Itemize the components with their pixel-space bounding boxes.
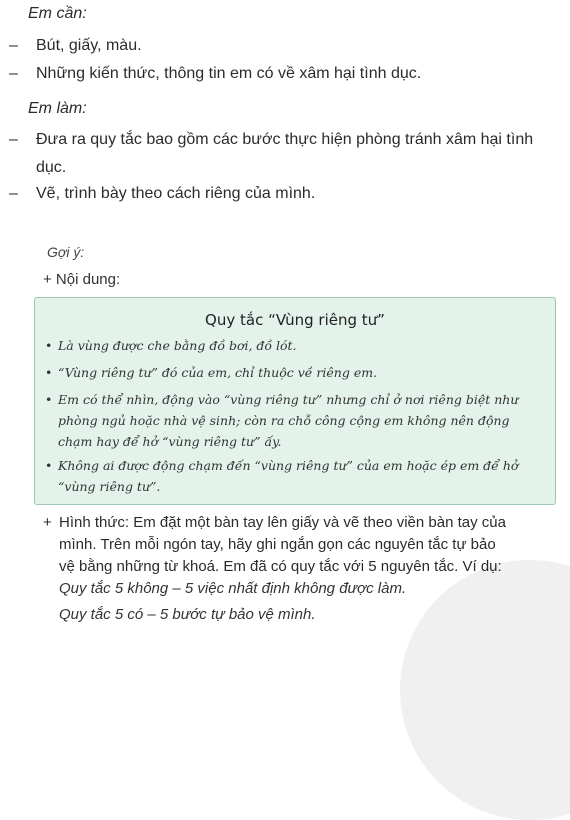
dot-bullet: • [45,338,53,353]
dot-bullet: • [45,365,53,380]
rule-item [45,389,535,452]
dash-bullet: – [9,131,18,148]
plus-bullet: + [43,514,52,531]
dot-bullet: • [45,392,53,407]
do-item [9,126,557,182]
need-item-text: Bút, giấy, màu. [36,37,142,54]
rule-text: “Vùng riêng tư” đó của em, chỉ thuộc về riêng em. [58,365,378,380]
rule-item [45,335,535,356]
rule-text: Em có thể nhìn, động vào “vùng riêng tư” nhưng chỉ ở nơi riêng biệt như phòng ngủ hoặc nhà vệ sinh; còn ra chỗ công cộng em không nên động chạm hay để hở “vùng riêng tư” ấy. [58,392,519,449]
dash-bullet: – [9,37,18,54]
rule-box-title: Quy tắc “Vùng riêng tư” [205,311,385,329]
dot-bullet: • [45,458,53,473]
rule-text: Không ai được động chạm đến “vùng riêng tư” của em hoặc ép em để hở “vùng riêng tư”. [58,458,519,494]
form-text: Hình thức: Em đặt một bàn tay lên giấy và vẽ theo viền bàn tay của mình. Trên mỗi ngón tay, hãy ghi ngắn gọn các nguyên tắc tự bảo vệ bằng những từ khoá. Em đã có quy tắc với 5 nguyên tắc. Ví dụ: [59,514,506,575]
example-rule: Quy tắc 5 có – 5 bước tự bảo vệ mình. [59,606,316,623]
decorative-corner-shape [400,560,570,820]
form-instruction [43,512,513,578]
rule-item [45,362,535,383]
do-item [9,180,549,208]
rule-item [45,455,535,497]
content-label: + Nội dung: [43,271,121,288]
privacy-rule-box [34,297,556,505]
need-item-text: Những kiến thức, thông tin em có về xâm hại tình dục. [36,65,422,82]
do-item-text: Vẽ, trình bày theo cách riêng của mình. [36,185,316,202]
example-rule: Quy tắc 5 không – 5 việc nhất định không được làm. [59,580,407,597]
dash-bullet: – [9,185,18,202]
need-heading: Em cần: [28,5,87,22]
need-item [9,60,549,88]
rule-text: Là vùng được che bằng đồ bơi, đồ lót. [58,338,297,353]
do-item-text: Đưa ra quy tắc bao gồm các bước thực hiện phòng tránh xâm hại tình dục. [36,131,534,176]
hint-label: Gợi ý: [47,244,85,260]
dash-bullet: – [9,65,18,82]
do-heading: Em làm: [28,100,87,117]
need-item [9,32,549,60]
